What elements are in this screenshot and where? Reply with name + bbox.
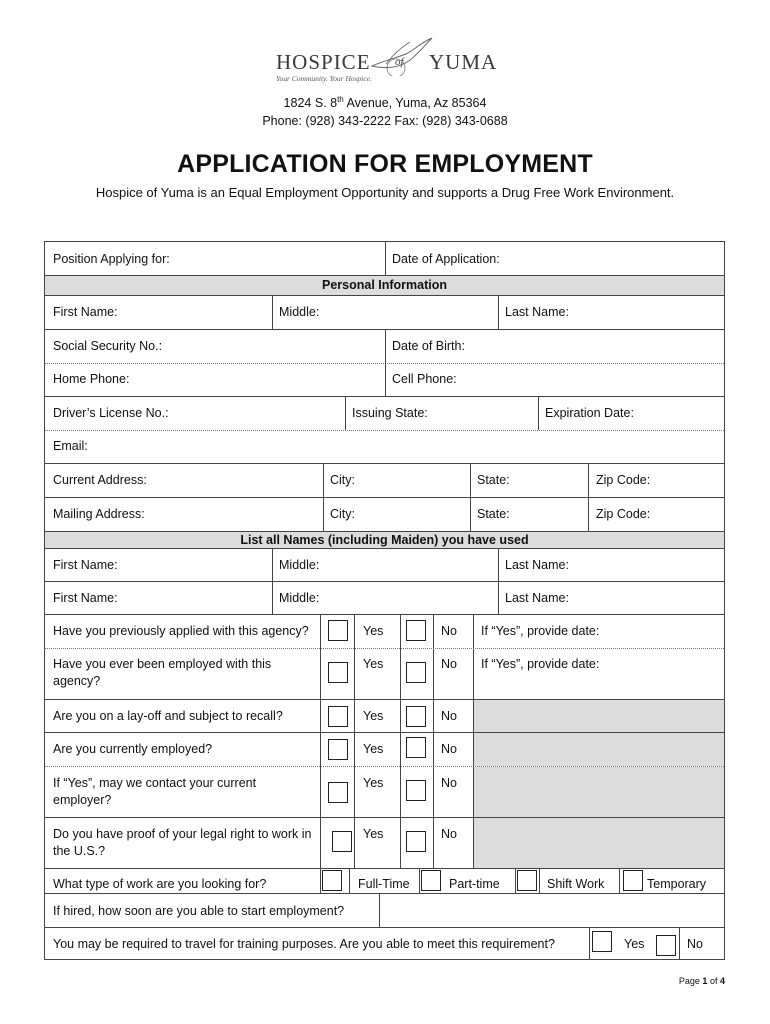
mailing-state-label: State: [477,507,510,521]
drivers-license-label: Driver’s License No.: [53,406,169,420]
layoff-yes-label: Yes [363,709,384,723]
legal-yes-checkbox[interactable] [332,831,352,852]
layoff-no-label: No [441,709,457,723]
application-form [44,241,725,960]
address-text: 1824 S. 8th Avenue, Yuma, Az 85364 [283,95,487,111]
current-yes-checkbox[interactable] [328,739,348,760]
q-start-employment: If hired, how soon are you able to start employment? [53,904,345,918]
part-time-checkbox[interactable] [421,870,441,891]
contact-no-checkbox[interactable] [406,780,426,801]
hospice-of-yuma-logo [276,36,496,86]
current-yes-label: Yes [363,742,384,756]
home-phone-label: Home Phone: [53,372,130,386]
q-contact-employer: If “Yes”, may we contact your current employer? [53,776,257,807]
first-name-label: First Name: [53,305,118,319]
current-address-label: Current Address: [53,473,147,487]
ordinal-suffix: th [337,95,344,104]
q-travel-requirement: You may be required to travel for training purposes. Are you able to meet this requirement? [53,937,555,951]
employed-date-label: If “Yes”, provide date: [481,657,600,671]
layoff-yes-checkbox[interactable] [328,706,348,727]
cell-phone-label: Cell Phone: [392,372,457,386]
alias1-first-name-label: First Name: [53,558,118,572]
section-all-names: List all Names (including Maiden) you have used [45,532,724,548]
contact-yes-label: Yes [363,776,384,790]
logo-word-yuma: YUMA [429,50,498,74]
shift-work-label: Shift Work [547,877,605,891]
full-time-label: Full-Time [358,877,410,891]
mailing-zip-label: Zip Code: [596,507,651,521]
email-label: Email: [53,439,88,453]
employed-no-label: No [441,657,457,671]
q-legal-right-to-work: Do you have proof of your legal right to work in the U.S.? [53,827,312,858]
ssn-label: Social Security No.: [53,339,163,353]
current-no-label: No [441,742,457,756]
middle-name-label: Middle: [279,305,320,319]
phone-fax-line: Phone: (928) 343-2222 Fax: (928) 343-0688 [262,114,508,128]
hummingbird-icon [366,36,436,76]
logo-word-hospice: HOSPICE [276,50,371,74]
legal-no-checkbox[interactable] [406,831,426,852]
applied-date-label: If “Yes”, provide date: [481,624,600,638]
legal-no-label: No [441,827,457,841]
mailing-address-label: Mailing Address: [53,507,145,521]
logo-word-of: of [395,56,404,68]
travel-yes-label: Yes [624,937,645,951]
contact-no-label: No [441,776,457,790]
section-personal-information: Personal Information [45,276,724,295]
applied-no-checkbox[interactable] [406,620,426,641]
alias1-middle-label: Middle: [279,558,320,572]
current-state-label: State: [477,473,510,487]
q-previously-employed: Have you ever been employed with this agency? [53,657,272,688]
q-previously-applied: Have you previously applied with this agency? [53,624,309,638]
q-layoff-recall: Are you on a lay-off and subject to recall? [53,709,283,723]
q-work-type: What type of work are you looking for? [53,877,267,891]
applied-no-label: No [441,624,457,638]
full-time-checkbox[interactable] [322,870,342,891]
legal-yes-label: Yes [363,827,384,841]
address-line [0,95,770,110]
layoff-no-checkbox[interactable] [406,706,426,727]
alias2-last-name-label: Last Name: [505,591,569,605]
alias1-last-name-label: Last Name: [505,558,569,572]
applied-yes-checkbox[interactable] [328,620,348,641]
current-city-label: City: [330,473,355,487]
page-label: Page [678,976,700,986]
mailing-city-label: City: [330,507,355,521]
q-currently-employed: Are you currently employed? [53,742,213,756]
issuing-state-label: Issuing State: [352,406,428,420]
travel-no-label: No [687,937,703,951]
employed-yes-checkbox[interactable] [328,662,348,683]
date-of-birth-label: Date of Birth: [392,339,465,353]
date-of-application-label: Date of Application: [392,252,500,266]
current-no-checkbox[interactable] [406,737,426,758]
page-current: 1 [702,976,708,986]
travel-no-checkbox[interactable] [656,935,676,956]
last-name-label: Last Name: [505,305,569,319]
part-time-label: Part-time [449,877,500,891]
page-number [679,976,725,986]
page-total: 4 [719,976,725,986]
temporary-checkbox[interactable] [623,870,643,891]
alias2-middle-label: Middle: [279,591,320,605]
applied-yes-label: Yes [363,624,384,638]
page-of: of [709,976,718,986]
shift-work-checkbox[interactable] [517,870,537,891]
eeo-statement: Hospice of Yuma is an Equal Employment Opportunity and supports a Drug Free Work Environment. [95,185,675,200]
employed-yes-label: Yes [363,657,384,671]
employed-no-checkbox[interactable] [406,662,426,683]
position-applying-label: Position Applying for: [53,252,170,266]
alias2-first-name-label: First Name: [53,591,118,605]
expiration-date-label: Expiration Date: [545,406,634,420]
page-title: APPLICATION FOR EMPLOYMENT [177,150,593,178]
contact-yes-checkbox[interactable] [328,782,348,803]
current-zip-label: Zip Code: [596,473,651,487]
travel-yes-checkbox[interactable] [592,931,612,952]
temporary-label: Temporary [647,877,707,891]
logo-tagline: Your Community. Your Hospice. [276,74,372,83]
